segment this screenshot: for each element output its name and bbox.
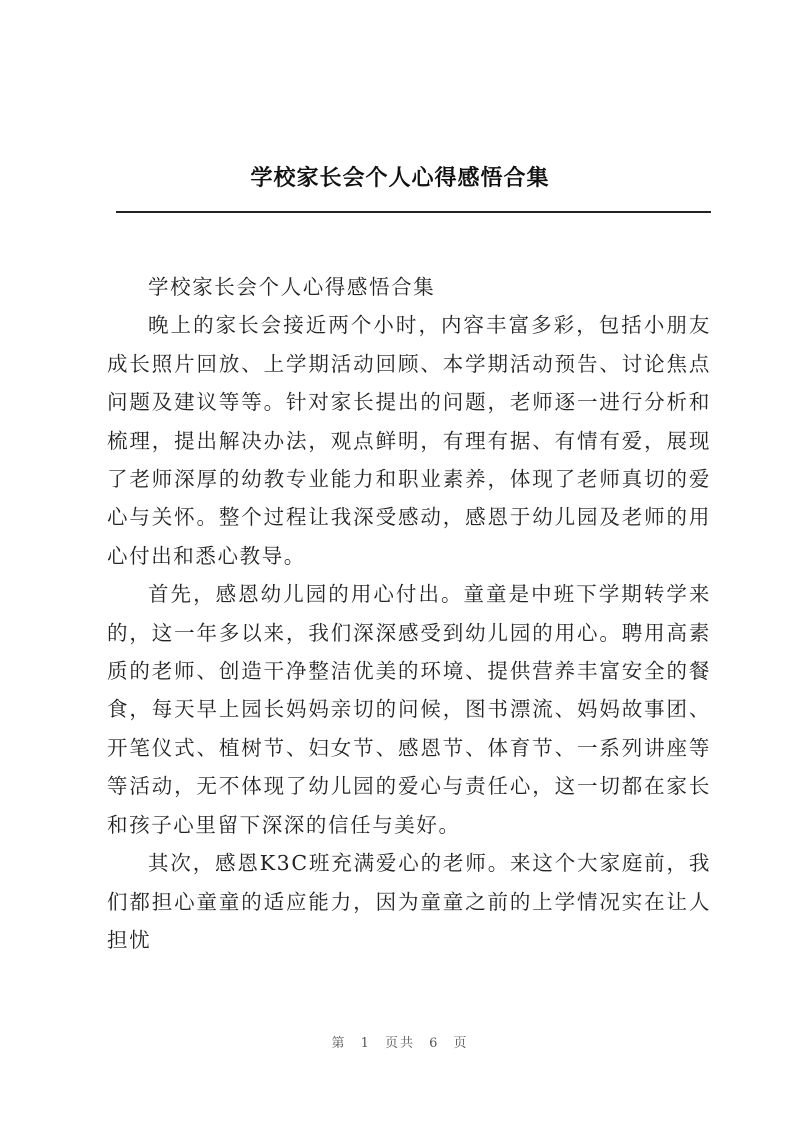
- paragraph-heading: 学校家长会个人心得感悟合集: [148, 275, 436, 299]
- title-divider: [116, 211, 711, 213]
- page-number: 第 1 页共 6 页: [331, 1036, 469, 1051]
- document-body: [107, 268, 711, 959]
- document-title: 学校家长会个人心得感悟合集: [250, 165, 550, 191]
- paragraph: 晚上的家长会接近两个小时，内容丰富多彩，包括小朋友成长照片回放、上学期活动回顾、本学期活动预告、讨论焦点问题及建议等等。针对家长提出的问题，老师逐一进行分析和梳理，提出解决办法，观点鲜明，有理有据、有情有爱，展现了老师深厚的幼教专业能力和职业素养，体现了老师真切的爱心与关怀。整个过程让我深受感动，感恩于幼儿园及老师的用心付出和悉心教导。: [107, 313, 711, 568]
- paragraph: 其次，感恩K3C班充满爱心的老师。来这个大家庭前，我们都担心童童的适应能力，因为童童之前的上学情况实在让人担忧: [107, 851, 711, 952]
- paragraph: 首先，感恩幼儿园的用心付出。童童是中班下学期转学来的，这一年多以来，我们深深感受到幼儿园的用心。聘用高素质的老师、创造干净整洁优美的环境、提供营养丰富安全的餐食，每天早上园长妈妈亲切的问候，图书漂流、妈妈故事团、开笔仪式、植树节、妇女节、感恩节、体育节、一系列讲座等等活动，无不体现了幼儿园的爱心与责任心，这一切都在家长和孩子心里留下深深的信任与美好。: [107, 582, 711, 837]
